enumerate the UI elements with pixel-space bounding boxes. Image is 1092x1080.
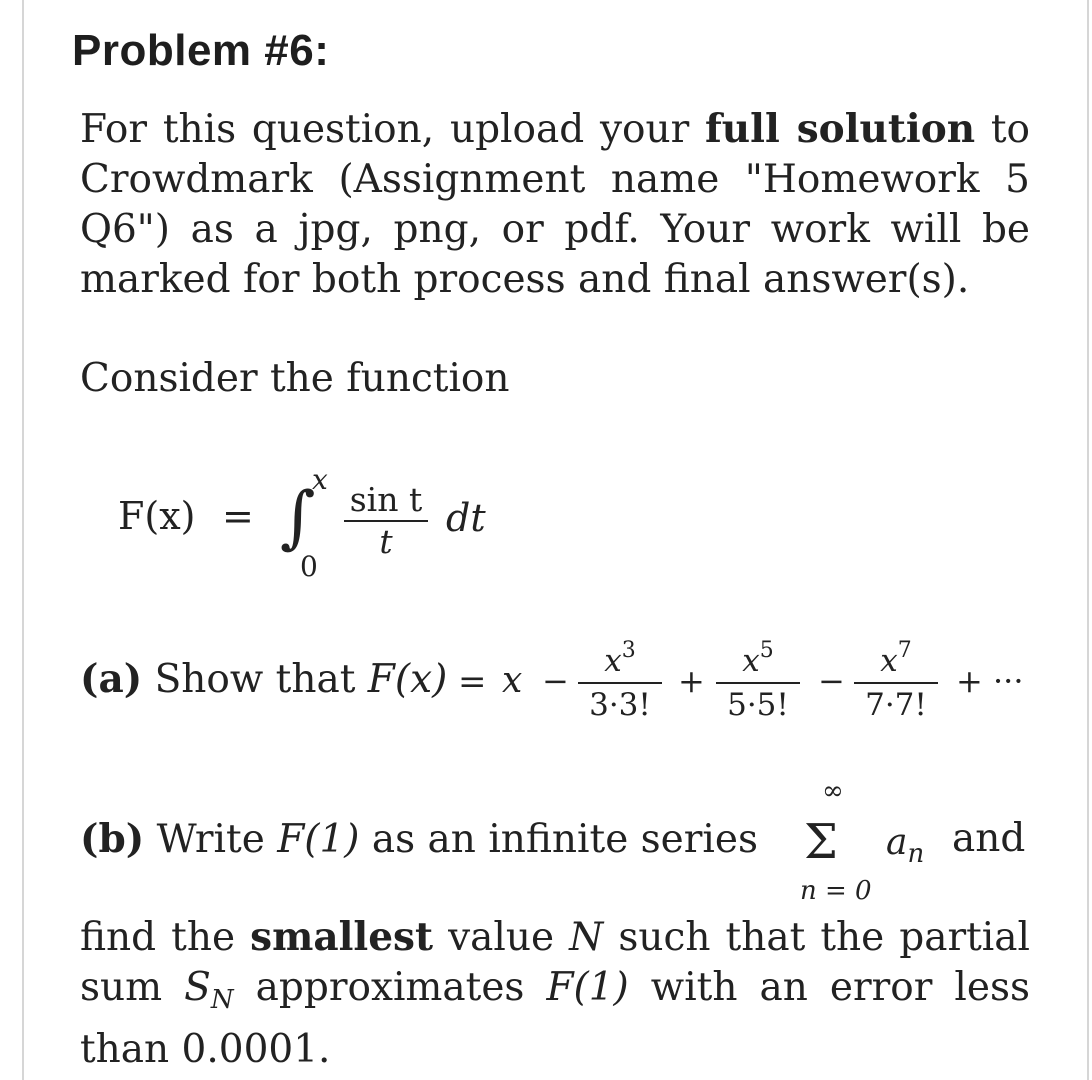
- series-term-denominator: 5·5!: [727, 687, 789, 723]
- series-op: +: [678, 662, 705, 700]
- part-b-mid: as an infinite series: [359, 817, 758, 862]
- part-b-label: (b): [80, 816, 145, 862]
- integral-sign: ∫: [280, 478, 316, 557]
- part-a-equals: =: [458, 662, 487, 702]
- series-op: −: [818, 662, 845, 700]
- instructions-post: to Crowdmark (Assignment name "Homework 5 Q6") as a jpg, png, or pdf. Your work will be marked for both process and final answer(s).: [80, 107, 1030, 302]
- series-op: −: [542, 662, 569, 700]
- series-term: [716, 632, 800, 724]
- series-term: [854, 632, 938, 724]
- part-a-lhs: F(x): [367, 657, 448, 702]
- summation-sign: Σ: [804, 814, 838, 870]
- sum-upper-limit: ∞: [822, 776, 844, 806]
- series-term-numerator: $x^5$: [742, 638, 774, 679]
- part-a-prompt: Show that: [142, 657, 368, 702]
- consider-text: Consider the function: [80, 356, 510, 401]
- series-op: + ···: [956, 662, 1024, 700]
- function-equals: =: [222, 494, 254, 538]
- instructions-paragraph: [80, 104, 1030, 305]
- part-b-line1: [80, 816, 758, 862]
- integrand-numerator: sin t: [349, 480, 423, 519]
- part-a-label: (a): [80, 656, 143, 702]
- partial-sum-symbol: $S_N$: [184, 965, 234, 1015]
- part-b-pre: Write: [144, 817, 278, 862]
- fraction-bar: [578, 682, 662, 684]
- series-term-denominator: 7·7!: [865, 687, 927, 723]
- part-b-line3-post: with an error less than 0.0001.: [80, 965, 1030, 1072]
- integrand-denominator: t: [379, 522, 393, 561]
- integral-upper-limit: x: [312, 463, 328, 496]
- part-b-line2-mid: value: [433, 915, 570, 960]
- part-b-and: and: [952, 816, 1026, 861]
- part-b-rest: [80, 912, 1030, 1075]
- fraction-bar: [716, 682, 800, 684]
- instructions-bold: full solution: [705, 106, 976, 152]
- integral-differential: dt: [446, 496, 486, 540]
- series-term: [578, 632, 662, 724]
- part-b-bold: smallest: [250, 914, 434, 960]
- series-first-term: x: [502, 660, 523, 701]
- problem-title: Problem #6:: [72, 26, 330, 75]
- part-a-text: [80, 656, 447, 702]
- series-general-term: $a_n$: [886, 822, 925, 869]
- part-b-line2-pre: find the: [80, 915, 251, 960]
- series-term-numerator: $x^3$: [604, 638, 636, 679]
- integrand-fraction: [344, 482, 428, 560]
- sum-lower-limit: n = 0: [800, 876, 872, 906]
- series-term-numerator: $x^7$: [880, 638, 912, 679]
- integral-lower-limit: 0: [300, 550, 318, 583]
- part-b-f1b: F(1): [546, 965, 629, 1010]
- series-term-denominator: 3·3!: [589, 687, 651, 723]
- var-N: N: [569, 915, 604, 960]
- part-b-f1: F(1): [277, 817, 360, 862]
- part-b-line2-post: such that the partial sum: [80, 915, 1030, 1010]
- instructions-pre: For this question, upload your: [80, 107, 706, 152]
- function-lhs: F(x): [118, 494, 196, 538]
- part-b-line3-pre: approximates: [233, 965, 547, 1010]
- left-border: [22, 0, 24, 1080]
- right-border: [1087, 0, 1089, 1080]
- fraction-bar: [854, 682, 938, 684]
